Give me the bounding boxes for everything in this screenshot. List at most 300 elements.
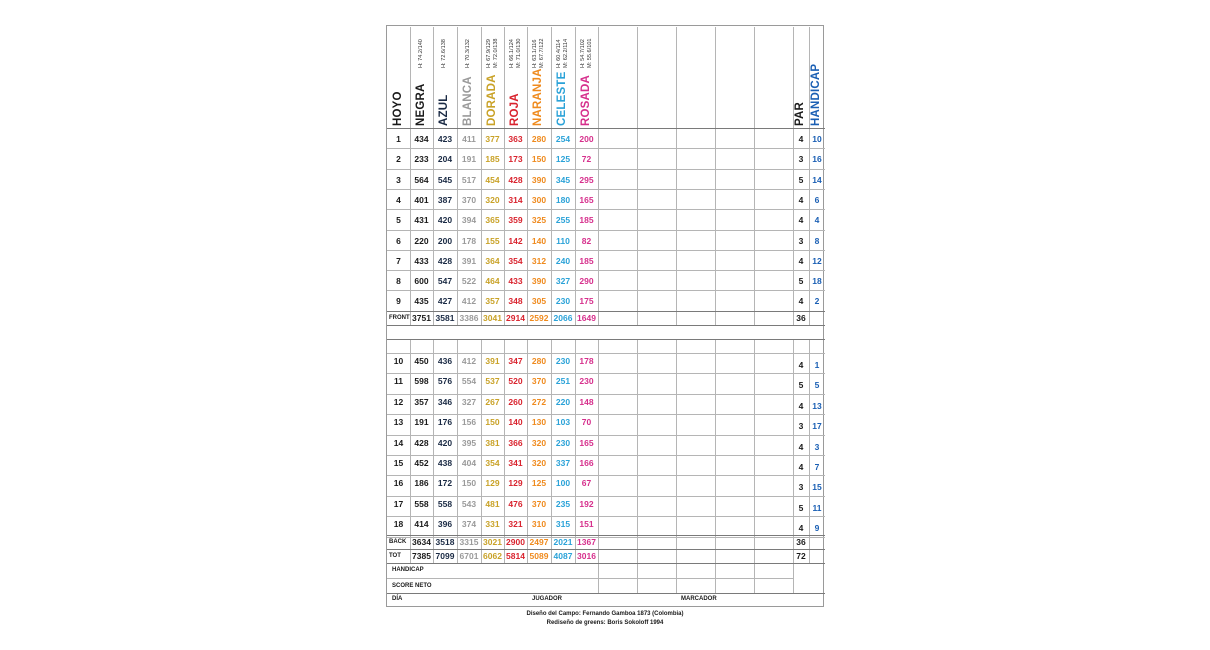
yardage-rosada: 175 <box>579 296 594 307</box>
hole-handicap: 3 <box>814 441 820 452</box>
hole-number: 9 <box>396 296 401 307</box>
yardage-rosada: 165 <box>579 437 594 448</box>
front-total-azul: 3581 <box>435 312 455 323</box>
yardage-dorada: 391 <box>485 355 500 366</box>
yardage-celeste: 315 <box>555 518 571 529</box>
yardage-roja: 129 <box>508 478 523 489</box>
hole-number: 8 <box>396 275 401 286</box>
yardage-dorada: 150 <box>485 416 500 427</box>
score-neto-label: SCORE NETO <box>392 583 432 589</box>
footer <box>386 610 824 628</box>
tee-rating-roja: H: 66.1/124 <box>508 39 515 68</box>
yardage-dorada: 155 <box>485 235 500 246</box>
yardage-negra: 564 <box>414 174 429 185</box>
tee-rating-celeste: H: 60.4/114 <box>556 39 562 68</box>
front-total-celeste: 2066 <box>553 312 573 323</box>
grid-line <box>387 414 825 415</box>
yardage-rosada: 185 <box>579 214 594 225</box>
yardage-roja: 354 <box>508 255 523 266</box>
grand-total-roja: 5814 <box>506 550 525 561</box>
yardage-naranja: 320 <box>531 457 547 468</box>
yardage-blanca: 374 <box>461 518 477 529</box>
yardage-azul: 438 <box>437 457 453 468</box>
hole-par: 4 <box>798 255 804 266</box>
yardage-dorada: 354 <box>485 457 500 468</box>
yardage-roja: 140 <box>508 416 523 427</box>
front-total-blanca: 3386 <box>459 312 479 323</box>
hole-par: 5 <box>798 174 804 185</box>
yardage-rosada: 200 <box>579 133 594 144</box>
yardage-roja: 314 <box>508 194 523 205</box>
yardage-rosada: 178 <box>579 355 594 366</box>
yardage-rosada: 230 <box>579 376 594 387</box>
grid-line <box>387 230 825 231</box>
hole-handicap: 11 <box>812 502 822 513</box>
yardage-naranja: 130 <box>531 416 547 427</box>
yardage-negra: 220 <box>414 235 429 246</box>
hole-par: 4 <box>798 461 804 472</box>
yardage-roja: 476 <box>508 498 523 509</box>
yardage-dorada: 381 <box>485 437 500 448</box>
grand-total-par: 72 <box>796 550 806 561</box>
yardage-dorada: 464 <box>485 275 500 286</box>
yardage-celeste: 345 <box>555 174 571 185</box>
grand-total-dorada: 6062 <box>483 550 502 561</box>
tee-rating-blanca: H: 70.3/132 <box>465 39 471 68</box>
grid-line <box>387 435 825 436</box>
back-total-naranja: 2497 <box>529 536 549 547</box>
hole-number: 17 <box>393 498 404 509</box>
hole-par: 4 <box>798 214 804 225</box>
yardage-azul: 547 <box>437 275 453 286</box>
tee-rating-roja: M: 71.0/130 <box>515 38 522 68</box>
yardage-azul: 172 <box>437 478 453 489</box>
yardage-negra: 598 <box>414 376 429 387</box>
yardage-celeste: 337 <box>555 457 571 468</box>
grid-line <box>676 27 677 325</box>
yardage-negra: 435 <box>414 296 429 307</box>
yardage-negra: 233 <box>414 154 429 165</box>
back-total-par: 36 <box>796 536 806 547</box>
yardage-negra: 428 <box>414 437 429 448</box>
hole-handicap: 2 <box>814 296 820 307</box>
grid-line <box>387 563 825 564</box>
yardage-roja: 428 <box>508 174 523 185</box>
tee-rating-naranja: M: 67.7/122 <box>539 38 545 68</box>
grid-line <box>387 373 825 374</box>
hole-number: 11 <box>394 376 403 387</box>
grid-line <box>387 475 825 476</box>
grand-total-celeste: 4087 <box>553 550 573 561</box>
yardage-roja: 359 <box>508 214 523 225</box>
yardage-azul: 420 <box>437 214 453 225</box>
hole-par: 3 <box>798 482 804 493</box>
footer-redesign-credit: Rediseño de greens: Boris Sokoloff 1994 <box>546 620 664 626</box>
yardage-azul: 427 <box>437 296 453 307</box>
yardage-rosada: 290 <box>579 275 594 286</box>
yardage-blanca: 554 <box>461 376 477 387</box>
hole-par: 4 <box>798 359 804 370</box>
yardage-celeste: 230 <box>555 355 571 366</box>
hole-number: 13 <box>393 416 404 427</box>
yardage-blanca: 156 <box>461 416 477 427</box>
yardage-blanca: 150 <box>461 478 477 489</box>
hole-number: 12 <box>393 396 404 407</box>
yardage-naranja: 310 <box>531 518 547 529</box>
yardage-celeste: 251 <box>555 376 571 387</box>
grid-line <box>387 270 825 271</box>
yardage-azul: 545 <box>437 174 453 185</box>
yardage-azul: 204 <box>437 154 453 165</box>
yardage-rosada: 148 <box>579 396 594 407</box>
grid-line <box>809 27 810 325</box>
yardage-azul: 436 <box>437 355 453 366</box>
grid-line <box>637 27 638 325</box>
tee-rating-dorada: H: 67.9/129 <box>485 39 492 68</box>
hole-handicap: 4 <box>814 214 820 225</box>
yardage-negra: 431 <box>414 214 429 225</box>
hole-handicap: 17 <box>812 420 822 431</box>
hole-par: 3 <box>798 235 804 246</box>
yardage-negra: 450 <box>414 355 429 366</box>
grid-line <box>387 455 825 456</box>
grid-line <box>715 27 716 325</box>
hole-par: 5 <box>798 502 804 513</box>
grid-line <box>387 394 825 395</box>
grid-line <box>433 27 434 325</box>
hole-handicap: 5 <box>814 380 820 391</box>
column-header-celeste: CELESTE <box>556 71 568 126</box>
hole-handicap: 13 <box>812 400 822 411</box>
back-total-roja: 2900 <box>506 536 525 547</box>
marcador-label: MARCADOR <box>681 596 717 602</box>
back-total-blanca: 3315 <box>459 536 479 547</box>
hole-par: 4 <box>798 400 804 411</box>
grid-line <box>598 27 599 325</box>
yardage-rosada: 151 <box>579 518 594 529</box>
yardage-negra: 401 <box>414 194 429 205</box>
yardage-celeste: 235 <box>555 498 571 509</box>
front-total-label: FRONT <box>389 315 410 321</box>
yardage-roja: 348 <box>508 296 523 307</box>
column-header-dorada: DORADA <box>485 74 498 126</box>
hole-number: 14 <box>393 437 404 448</box>
yardage-azul: 387 <box>437 194 453 205</box>
yardage-blanca: 404 <box>461 457 477 468</box>
hole-handicap: 14 <box>812 174 822 185</box>
grid-line <box>387 325 825 326</box>
yardage-negra: 357 <box>414 396 429 407</box>
column-header-par: PAR <box>794 101 806 126</box>
tee-rating-rosada: M: 55.6/101 <box>586 38 593 68</box>
yardage-azul: 576 <box>437 376 453 387</box>
yardage-azul: 423 <box>437 133 453 144</box>
back-total-celeste: 2021 <box>553 536 573 547</box>
hole-number: 15 <box>393 457 404 468</box>
yardage-roja: 366 <box>508 437 523 448</box>
back-total-rosada: 1367 <box>577 536 596 547</box>
yardage-roja: 142 <box>508 235 523 246</box>
grid-line <box>793 563 794 593</box>
yardage-blanca: 517 <box>461 174 477 185</box>
yardage-celeste: 180 <box>555 194 571 205</box>
yardage-naranja: 320 <box>531 437 547 448</box>
yardage-naranja: 150 <box>531 154 547 165</box>
front-total-naranja: 2592 <box>529 312 549 323</box>
yardage-negra: 186 <box>414 478 429 489</box>
yardage-roja: 341 <box>508 457 523 468</box>
grid-line <box>387 148 825 149</box>
column-header-negra: NEGRA <box>414 83 427 126</box>
yardage-azul: 200 <box>437 235 453 246</box>
grid-line <box>387 578 793 579</box>
scorecard <box>386 25 824 607</box>
column-header-rosada: ROSADA <box>579 74 592 126</box>
yardage-blanca: 178 <box>461 235 477 246</box>
hole-number: 1 <box>396 133 401 144</box>
yardage-naranja: 280 <box>531 355 547 366</box>
hole-number: 7 <box>396 255 401 266</box>
grid-line <box>387 593 825 594</box>
grand-total-negra: 7385 <box>412 550 431 561</box>
grid-line <box>527 27 528 325</box>
hole-handicap: 18 <box>812 275 822 286</box>
yardage-dorada: 357 <box>485 296 500 307</box>
yardage-blanca: 394 <box>461 214 477 225</box>
yardage-blanca: 370 <box>461 194 477 205</box>
grid-line <box>410 27 411 325</box>
column-header-roja: ROJA <box>508 93 521 126</box>
hole-par: 4 <box>798 194 804 205</box>
grid-line <box>551 27 552 325</box>
yardage-azul: 428 <box>437 255 453 266</box>
yardage-naranja: 305 <box>531 296 547 307</box>
hole-par: 4 <box>798 441 804 452</box>
hole-handicap: 7 <box>814 461 820 472</box>
yardage-rosada: 67 <box>581 478 592 489</box>
hole-par: 3 <box>798 420 804 431</box>
front-total-par: 36 <box>796 312 806 323</box>
grand-total-label: TOT <box>389 553 401 559</box>
yardage-dorada: 481 <box>485 498 500 509</box>
yardage-blanca: 191 <box>461 154 477 165</box>
jugador-label: JUGADOR <box>532 596 563 602</box>
yardage-celeste: 100 <box>555 478 571 489</box>
yardage-negra: 414 <box>414 518 429 529</box>
yardage-naranja: 370 <box>531 376 547 387</box>
yardage-rosada: 165 <box>579 194 594 205</box>
yardage-celeste: 230 <box>555 437 571 448</box>
yardage-negra: 434 <box>414 133 429 144</box>
grid-line <box>575 27 576 325</box>
tee-rating-celeste: M: 62.2/114 <box>563 38 569 68</box>
front-total-dorada: 3041 <box>483 312 502 323</box>
yardage-azul: 346 <box>437 396 453 407</box>
yardage-blanca: 391 <box>461 255 477 266</box>
grand-total-blanca: 6701 <box>459 550 479 561</box>
grid-line <box>387 189 825 190</box>
grid-line <box>387 169 825 170</box>
yardage-naranja: 272 <box>531 396 547 407</box>
hole-handicap: 6 <box>814 194 820 205</box>
yardage-naranja: 312 <box>531 255 547 266</box>
back-total-dorada: 3021 <box>483 536 502 547</box>
yardage-rosada: 295 <box>579 174 594 185</box>
yardage-celeste: 240 <box>555 255 571 266</box>
column-header-blanca: BLANCA <box>462 76 474 126</box>
column-header-azul: AZUL <box>438 94 450 126</box>
grid-line <box>754 27 755 325</box>
hole-number: 4 <box>396 194 401 205</box>
hole-number: 5 <box>396 214 401 225</box>
hole-par: 3 <box>798 154 804 165</box>
yardage-blanca: 543 <box>461 498 477 509</box>
hole-number: 18 <box>393 518 404 529</box>
yardage-dorada: 364 <box>485 255 500 266</box>
yardage-naranja: 325 <box>531 214 547 225</box>
yardage-naranja: 300 <box>531 194 547 205</box>
yardage-celeste: 255 <box>555 214 571 225</box>
yardage-dorada: 267 <box>485 396 500 407</box>
yardage-rosada: 192 <box>579 498 594 509</box>
yardage-negra: 433 <box>414 255 429 266</box>
yardage-roja: 363 <box>508 133 523 144</box>
yardage-naranja: 370 <box>531 498 547 509</box>
yardage-negra: 558 <box>414 498 429 509</box>
back-total-negra: 3634 <box>412 536 431 547</box>
yardage-rosada: 166 <box>579 457 594 468</box>
yardage-blanca: 395 <box>461 437 477 448</box>
hole-handicap: 8 <box>814 235 820 246</box>
yardage-azul: 176 <box>437 416 453 427</box>
yardage-naranja: 140 <box>531 235 547 246</box>
grid-line <box>387 496 825 497</box>
yardage-dorada: 365 <box>485 214 500 225</box>
hole-number: 6 <box>396 235 401 246</box>
hole-number: 16 <box>393 478 404 489</box>
front-total-rosada: 1649 <box>577 312 596 323</box>
grid-line <box>387 250 825 251</box>
yardage-rosada: 70 <box>581 416 592 427</box>
yardage-roja: 520 <box>508 376 523 387</box>
yardage-blanca: 412 <box>461 355 477 366</box>
yardage-dorada: 454 <box>485 174 500 185</box>
grid-line <box>457 27 458 325</box>
hole-par: 5 <box>798 380 804 391</box>
hole-handicap: 12 <box>812 255 822 266</box>
yardage-roja: 321 <box>508 518 523 529</box>
hole-par: 4 <box>798 133 804 144</box>
dia-label: DÍA <box>392 596 403 602</box>
grand-total-rosada: 3016 <box>577 550 596 561</box>
tee-rating-rosada: H: 54.7/102 <box>579 39 586 68</box>
yardage-celeste: 254 <box>555 133 571 144</box>
yardage-naranja: 125 <box>531 478 547 489</box>
yardage-rosada: 185 <box>579 255 594 266</box>
yardage-roja: 433 <box>508 275 523 286</box>
yardage-dorada: 377 <box>485 133 500 144</box>
front-total-roja: 2914 <box>506 312 525 323</box>
grid-line <box>504 27 505 325</box>
column-header-naranja: NARANJA <box>532 68 544 126</box>
yardage-blanca: 412 <box>461 296 477 307</box>
front-total-negra: 3751 <box>412 312 431 323</box>
tee-rating-dorada: M: 72.0/138 <box>492 38 499 68</box>
yardage-celeste: 125 <box>555 154 571 165</box>
grid-line <box>387 128 825 129</box>
hole-number: 10 <box>393 355 404 366</box>
hole-handicap: 1 <box>814 359 820 370</box>
grid-line <box>793 27 794 325</box>
footer-design-credit: Diseño del Campo: Fernando Gamboa 1873 (Colombia) <box>526 611 684 617</box>
grand-total-naranja: 5089 <box>529 550 549 561</box>
handicap-row-label: HANDICAP <box>392 567 424 573</box>
yardage-roja: 173 <box>508 154 523 165</box>
yardage-dorada: 129 <box>485 478 500 489</box>
grid-line <box>387 209 825 210</box>
back-total-azul: 3518 <box>435 536 455 547</box>
grid-line <box>387 339 825 340</box>
yardage-roja: 260 <box>508 396 523 407</box>
yardage-azul: 558 <box>437 498 453 509</box>
hole-handicap: 15 <box>812 482 822 493</box>
yardage-roja: 347 <box>508 355 523 366</box>
grand-total-azul: 7099 <box>435 550 455 561</box>
hole-handicap: 10 <box>812 133 822 144</box>
yardage-naranja: 390 <box>531 275 547 286</box>
yardage-dorada: 185 <box>485 154 500 165</box>
hole-handicap: 9 <box>814 522 820 533</box>
yardage-naranja: 390 <box>531 174 547 185</box>
back-total-label: BACK <box>389 539 407 545</box>
tee-rating-naranja: H: 63.1/116 <box>532 39 538 68</box>
column-header-handicap: HANDICAP <box>810 63 822 126</box>
yardage-dorada: 320 <box>485 194 500 205</box>
yardage-blanca: 411 <box>462 133 476 144</box>
tee-rating-azul: H: 72.6/138 <box>441 39 447 68</box>
yardage-celeste: 110 <box>556 235 570 246</box>
yardage-rosada: 72 <box>581 154 592 165</box>
yardage-celeste: 220 <box>555 396 571 407</box>
yardage-celeste: 103 <box>555 416 571 427</box>
yardage-negra: 452 <box>414 457 429 468</box>
grid-line <box>387 353 825 354</box>
hole-par: 4 <box>798 522 804 533</box>
yardage-azul: 396 <box>437 518 453 529</box>
hole-par: 4 <box>798 296 804 307</box>
column-header-hoyo: HOYO <box>391 91 404 126</box>
yardage-azul: 420 <box>437 437 453 448</box>
yardage-celeste: 327 <box>555 275 571 286</box>
hole-par: 5 <box>798 275 804 286</box>
grid-line <box>387 516 825 517</box>
yardage-celeste: 230 <box>555 296 571 307</box>
yardage-negra: 191 <box>414 416 429 427</box>
tee-rating-negra: H: 74.2/140 <box>417 39 424 68</box>
yardage-blanca: 327 <box>461 396 477 407</box>
grid-line <box>387 290 825 291</box>
hole-handicap: 16 <box>812 154 822 165</box>
yardage-naranja: 280 <box>531 133 547 144</box>
yardage-dorada: 537 <box>485 376 500 387</box>
yardage-negra: 600 <box>414 275 429 286</box>
hole-number: 3 <box>396 174 401 185</box>
yardage-blanca: 522 <box>461 275 477 286</box>
grid-line <box>481 27 482 325</box>
yardage-rosada: 82 <box>581 235 592 246</box>
yardage-dorada: 331 <box>485 518 500 529</box>
hole-number: 2 <box>396 154 401 165</box>
